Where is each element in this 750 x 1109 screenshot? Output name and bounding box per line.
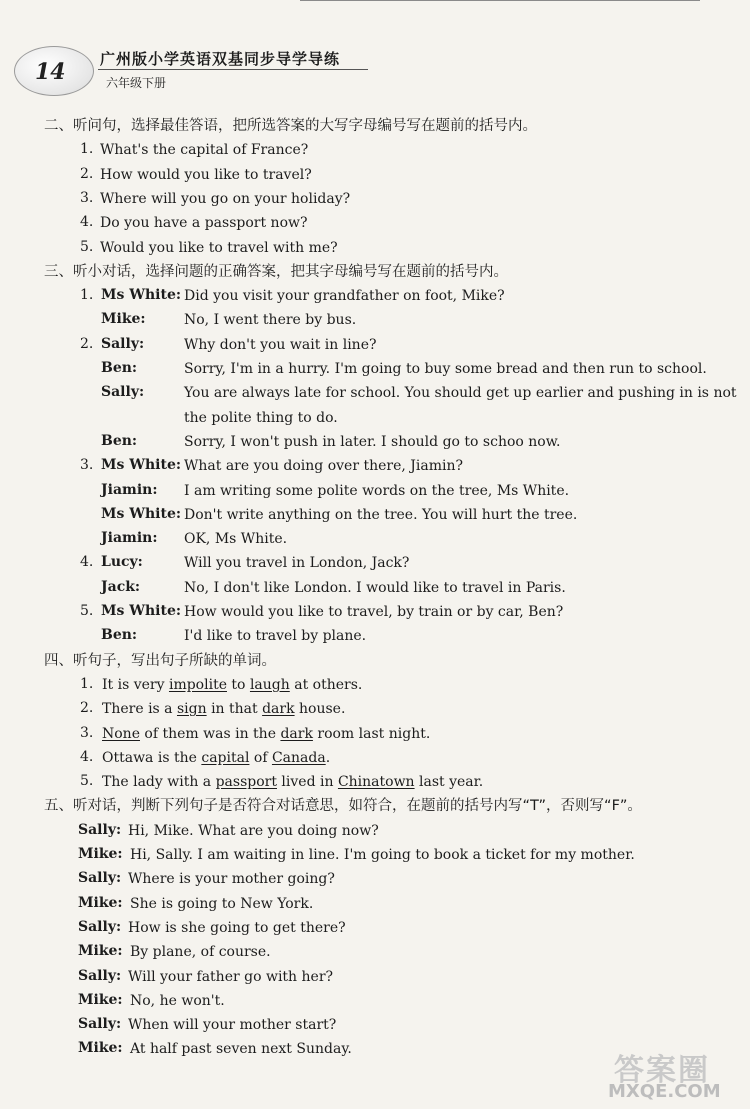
question-text: How would you like to travel?: [100, 166, 312, 183]
speaker-label: Sally:: [101, 384, 145, 401]
dialogue-text: Where is your mother going?: [128, 871, 335, 888]
speaker-label: Jack:: [101, 578, 141, 595]
dialogue-text: Did you visit your grandfather on foot, Mike?: [184, 288, 505, 305]
speaker-label: Lucy:: [101, 554, 143, 571]
sentence-text: [102, 676, 362, 694]
speaker-label: Mike:: [78, 1040, 123, 1057]
sentence-text: [102, 700, 345, 718]
dialogue-text: You are always late for school. You should get up earlier and pushing in is not: [184, 385, 737, 402]
speaker-label: Ms White:: [101, 505, 182, 522]
sentence-fragment: last year.: [414, 774, 484, 791]
speaker-label: Sally:: [78, 870, 122, 887]
section-3-heading: 三、听小对话，选择问题的正确答案，把其字母编号写在题前的括号内。: [44, 263, 508, 280]
page-header: [14, 40, 374, 110]
sentence-number: 5.: [80, 773, 94, 790]
sentence-number: 1.: [80, 675, 94, 692]
sentence-text: [102, 725, 430, 743]
speaker-label: Sally:: [78, 1016, 122, 1033]
sentence-number: 4.: [80, 748, 94, 765]
question-number: 5.: [80, 238, 94, 255]
dialogue-text: How is she going to get there?: [128, 919, 346, 936]
page-number: 14: [35, 59, 66, 85]
dialogue-text: I'd like to travel by plane.: [184, 628, 367, 645]
filled-blank-word: Chinatown: [337, 774, 415, 791]
sentence-fragment: lived in: [276, 774, 338, 791]
dialogue-text: At half past seven next Sunday.: [130, 1041, 352, 1058]
series-title: 广州版小学英语双基同步导学导练: [100, 50, 341, 68]
dialogue-text: How would you like to travel, by train or by car, Ben?: [184, 604, 564, 620]
question-text: What's the capital of France?: [100, 142, 309, 159]
filled-blank-word: dark: [280, 725, 313, 742]
speaker-label: Ms White:: [101, 603, 182, 619]
dialogue-number: 2.: [80, 335, 94, 352]
question-number: 3.: [80, 189, 94, 206]
dialogue-text: Why don't you wait in line?: [184, 336, 377, 353]
grade-label: 六年级下册: [106, 76, 167, 90]
dialogue-text: Hi, Sally. I am waiting in line. I'm going to book a ticket for my mother.: [130, 847, 635, 863]
sentence-fragment: Ottawa is the: [102, 749, 202, 766]
dialogue-text: She is going to New York.: [130, 895, 314, 912]
sentence-fragment: It is very: [102, 676, 169, 693]
dialogue-number: 1.: [80, 287, 94, 304]
dialogue-text: Sorry, I won't push in later. I should go to schoo now.: [184, 433, 561, 450]
watermark-url: MXQE.COM: [608, 1081, 721, 1102]
dialogue-text: OK, Ms White.: [184, 531, 288, 548]
section-5-heading: 五、听对话，判断下列句子是否符合对话意思，如符合，在题前的括号内写“T”，否则写“F”。: [44, 798, 642, 815]
sentence-fragment: of: [249, 749, 272, 766]
filled-blank-word: None: [102, 725, 140, 742]
speaker-label: Jiamin:: [101, 481, 158, 498]
speaker-label: Sally:: [78, 967, 122, 984]
dialogue-text: What are you doing over there, Jiamin?: [184, 458, 463, 475]
sentence-fragment: There is a: [102, 701, 177, 718]
filled-blank-word: Canada: [271, 749, 326, 766]
question-text: Where will you go on your holiday?: [100, 190, 351, 207]
header-divider: [98, 69, 368, 70]
dialogue-text: By plane, of course.: [130, 944, 271, 961]
speaker-label: Ben:: [101, 432, 138, 449]
sentence-number: 2.: [80, 700, 94, 717]
sentence-text: [102, 773, 483, 791]
dialogue-number: 3.: [80, 457, 94, 474]
question-number: 4.: [80, 214, 94, 231]
dialogue-number: 5.: [80, 603, 94, 619]
sentence-fragment: room last night.: [312, 725, 431, 742]
speaker-label: Mike:: [78, 846, 123, 862]
filled-blank-word: passport: [215, 774, 277, 791]
speaker-label: Ben:: [101, 360, 138, 376]
sentence-fragment: The lady with a: [102, 774, 216, 791]
filled-blank-word: impolite: [168, 676, 227, 693]
dialogue-text: No, I went there by bus.: [184, 312, 357, 329]
sentence-number: 3.: [80, 724, 94, 741]
sentence-fragment: house.: [294, 701, 346, 718]
speaker-label: Ms White:: [101, 287, 182, 304]
filled-blank-word: sign: [176, 701, 207, 718]
speaker-label: Ben:: [101, 627, 138, 644]
question-number: 1.: [80, 141, 94, 158]
dialogue-text: the polite thing to do.: [184, 409, 338, 426]
dialogue-text: I am writing some polite words on the tree, Ms White.: [184, 482, 570, 499]
speaker-label: Sally:: [78, 918, 122, 935]
sentence-fragment: to: [226, 676, 250, 693]
speaker-label: Mike:: [78, 991, 123, 1008]
watermark: [604, 1045, 744, 1103]
sentence-fragment: .: [325, 749, 331, 766]
speaker-label: Jiamin:: [101, 530, 158, 547]
dialogue-text: When will your mother start?: [128, 1017, 337, 1034]
filled-blank-word: dark: [262, 701, 295, 718]
speaker-label: Mike:: [78, 943, 123, 960]
sentence-fragment: in that: [206, 701, 263, 718]
speaker-label: Sally:: [101, 335, 145, 352]
dialogue-text: No, he won't.: [130, 992, 225, 1009]
dialogue-text: Don't write anything on the tree. You will hurt the tree.: [184, 506, 578, 523]
dialogue-text: Hi, Mike. What are you doing now?: [128, 822, 379, 839]
dialogue-number: 4.: [80, 554, 94, 571]
speaker-label: Sally:: [78, 821, 122, 838]
section-2-heading: 二、听问句，选择最佳答语，把所选答案的大写字母编号写在题前的括号内。: [44, 118, 537, 134]
speaker-label: Mike:: [101, 311, 146, 328]
page-number-badge: [14, 46, 94, 96]
filled-blank-word: capital: [201, 749, 250, 766]
watermark-logo: 答案圈: [614, 1053, 710, 1088]
question-text: Do you have a passport now?: [100, 215, 308, 232]
dialogue-text: No, I don't like London. I would like to travel in Paris.: [184, 579, 566, 596]
dialogue-text: Will your father go with her?: [128, 968, 334, 985]
filled-blank-word: laugh: [249, 676, 290, 693]
top-border-line: [300, 0, 700, 1]
dialogue-text: Sorry, I'm in a hurry. I'm going to buy some bread and then run to school.: [184, 361, 707, 377]
sentence-fragment: of them was in the: [139, 725, 281, 742]
dialogue-text: Will you travel in London, Jack?: [184, 555, 410, 572]
sentence-fragment: at others.: [289, 676, 363, 693]
sentence-text: [102, 749, 330, 767]
speaker-label: Mike:: [78, 894, 123, 911]
question-text: Would you like to travel with me?: [100, 239, 338, 256]
speaker-label: Ms White:: [101, 457, 182, 474]
question-number: 2.: [80, 165, 94, 182]
section-4-heading: 四、听句子，写出句子所缺的单词。: [44, 652, 276, 669]
